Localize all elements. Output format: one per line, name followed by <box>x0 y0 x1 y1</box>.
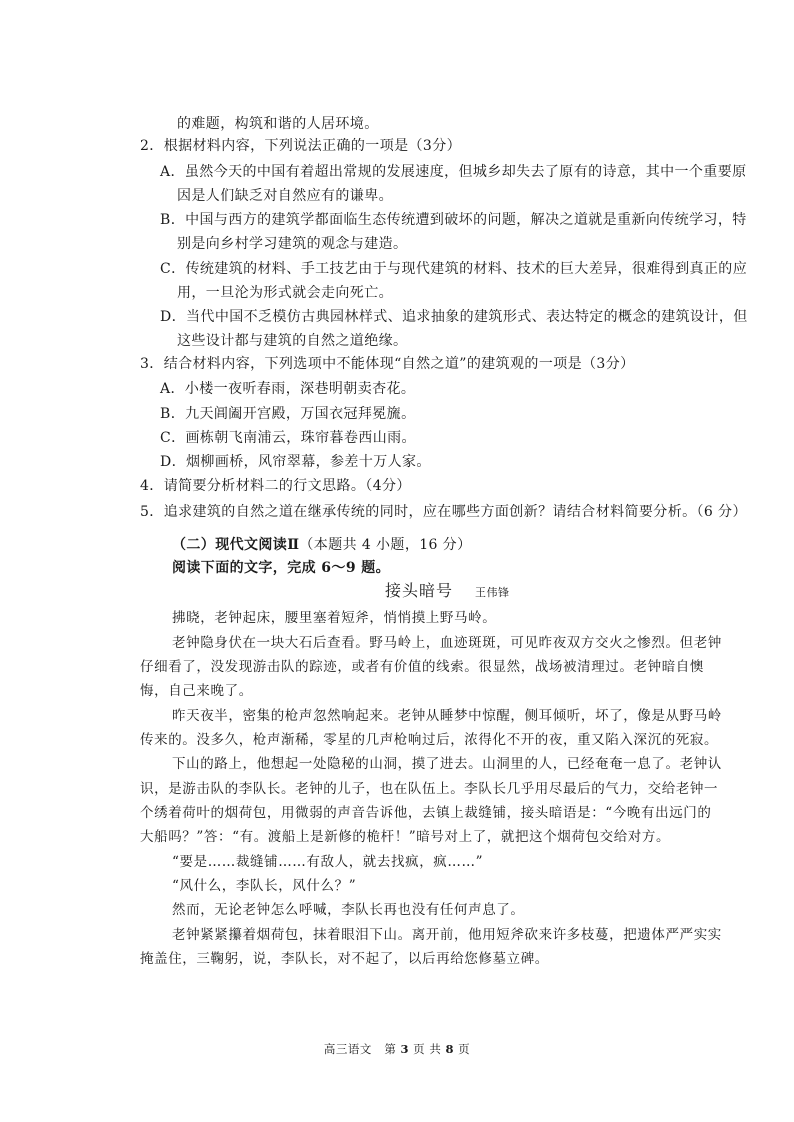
option-2d-line1: D．当代中国不乏模仿古典园林样式、追求抽象的建筑形式、表达特定的概念的建筑设计，但 <box>160 309 748 325</box>
story-line: 然而，无论老钟怎么呼喊，李队长再也没有任何声息了。 <box>172 902 525 918</box>
question-2: 2．根据材料内容，下列说法正确的一项是（3分） <box>140 138 462 154</box>
option-2a-line2: 因是人们缺乏对自然应有的谦卑。 <box>177 188 393 204</box>
story-line: “风什么，李队长，风什么？” <box>172 878 357 894</box>
question-4: 4．请简要分析材料二的行文思路。（4分） <box>140 478 411 494</box>
story-line: 悔，自己来晚了。 <box>140 683 253 699</box>
option-2c-line1: C．传统建筑的材料、手工技艺由于与现代建筑的材料、技术的巨大差异，很难得到真正的应 <box>160 261 748 277</box>
option-3c: C．画栋朝飞南浦云，珠帘暮卷西山雨。 <box>160 430 416 446</box>
footer-total-pages: 8 <box>445 1042 454 1056</box>
footer-di: 第 <box>384 1042 397 1056</box>
story-line: “要是……裁缝铺……有敌人，就去找疯，疯……” <box>172 854 484 870</box>
story-line: 大船吗？”答：“有。渡船上是新修的桅杆！”暗号对上了，就把这个烟荷包交给对方。 <box>140 829 671 845</box>
option-2b-line1: B．中国与西方的建筑学都面临生态传统遭到破坏的问题，解决之道就是重新向传统学习，特 <box>160 212 747 228</box>
section-info: （本题共 4 小题，16 分） <box>299 537 472 553</box>
story-heading <box>385 580 510 604</box>
footer-page-number: 3 <box>400 1042 409 1056</box>
story-author: 王伟锋 <box>475 586 510 599</box>
reading-instruction: 阅读下面的文字，完成 6～9 题。 <box>172 560 391 576</box>
question-5: 5．追求建筑的自然之道在继承传统的同时，应在哪些方面创新？请结合材料简要分析。（6 分） <box>140 504 747 520</box>
footer-gong: 共 <box>429 1042 442 1056</box>
section-header <box>172 534 471 556</box>
story-line: 昨天夜半，密集的枪声忽然响起来。老钟从睡梦中惊醒，侧耳倾听，坏了，像是从野马岭 <box>172 708 722 724</box>
story-line: 掩盖住，三鞠躬，说，李队长，对不起了，以后再给您修墓立碑。 <box>140 951 549 967</box>
question-3: 3．结合材料内容，下列选项中不能体现“自然之道”的建筑观的一项是（3分） <box>140 356 635 372</box>
story-title: 接头暗号 <box>385 581 454 600</box>
story-line: 下山的路上，他想起一处隐秘的山洞，摸了进去。山洞里的人，已经奄奄一息了。老钟认 <box>172 756 722 772</box>
option-3d: D．烟柳画桥，风帘翠幕，参差十万人家。 <box>160 454 431 470</box>
option-3b: B．九天阊阖开宫殿，万国衣冠拜冕旒。 <box>160 406 416 422</box>
option-2a-line1: A．虽然今天的中国有着超出常规的发展速度，但城乡却失去了原有的诗意，其中一个重要原 <box>160 164 747 180</box>
story-line: 老钟隐身伏在一块大石后查看。野马岭上，血迹斑斑，可见昨夜双方交火之惨烈。但老钟 <box>172 635 722 651</box>
story-line: 传来的。没多久，枪声渐稀，零星的几声枪响过后，浓得化不开的夜，重又陷入深沉的死寂。 <box>140 732 719 748</box>
section-title: （二）现代文阅读Ⅱ <box>172 537 300 553</box>
story-line: 仔细看了，没发现游击队的踪迹，或者有价值的线索。很显然，战场被清理过。老钟暗自懊 <box>140 659 704 675</box>
footer-subject: 高三语文 <box>323 1042 372 1056</box>
option-2c-line2: 用，一旦沦为形式就会走向死亡。 <box>177 285 393 301</box>
passage-tail-line: 的难题，构筑和谐的人居环境。 <box>177 116 379 132</box>
footer-ye-2: 页 <box>458 1042 471 1056</box>
story-line: 个绣着荷叶的烟荷包，用微弱的声音告诉他，去镇上裁缝铺，接头暗语是：“今晚有出远门的 <box>140 805 712 821</box>
story-line: 拂晓，老钟起床，腰里塞着短斧，悄悄摸上野马岭。 <box>172 610 497 626</box>
option-3a: A．小楼一夜听春雨，深巷明朝卖杏花。 <box>160 381 416 397</box>
footer-ye: 页 <box>413 1042 426 1056</box>
option-2b-line2: 别是向乡村学习建筑的观念与建造。 <box>177 236 408 252</box>
page-footer <box>0 1041 794 1057</box>
story-line: 识，是游击队的李队长。老钟的儿子，也在队伍上。李队长几乎用尽最后的气力，交给老钟一 <box>140 781 719 797</box>
story-line: 老钟紧紧攥着烟荷包，抹着眼泪下山。离开前，他用短斧砍来许多枝蔓，把遗体严严实实 <box>172 927 722 943</box>
option-2d-line2: 这些设计都与建筑的自然之道绝缘。 <box>177 333 408 349</box>
